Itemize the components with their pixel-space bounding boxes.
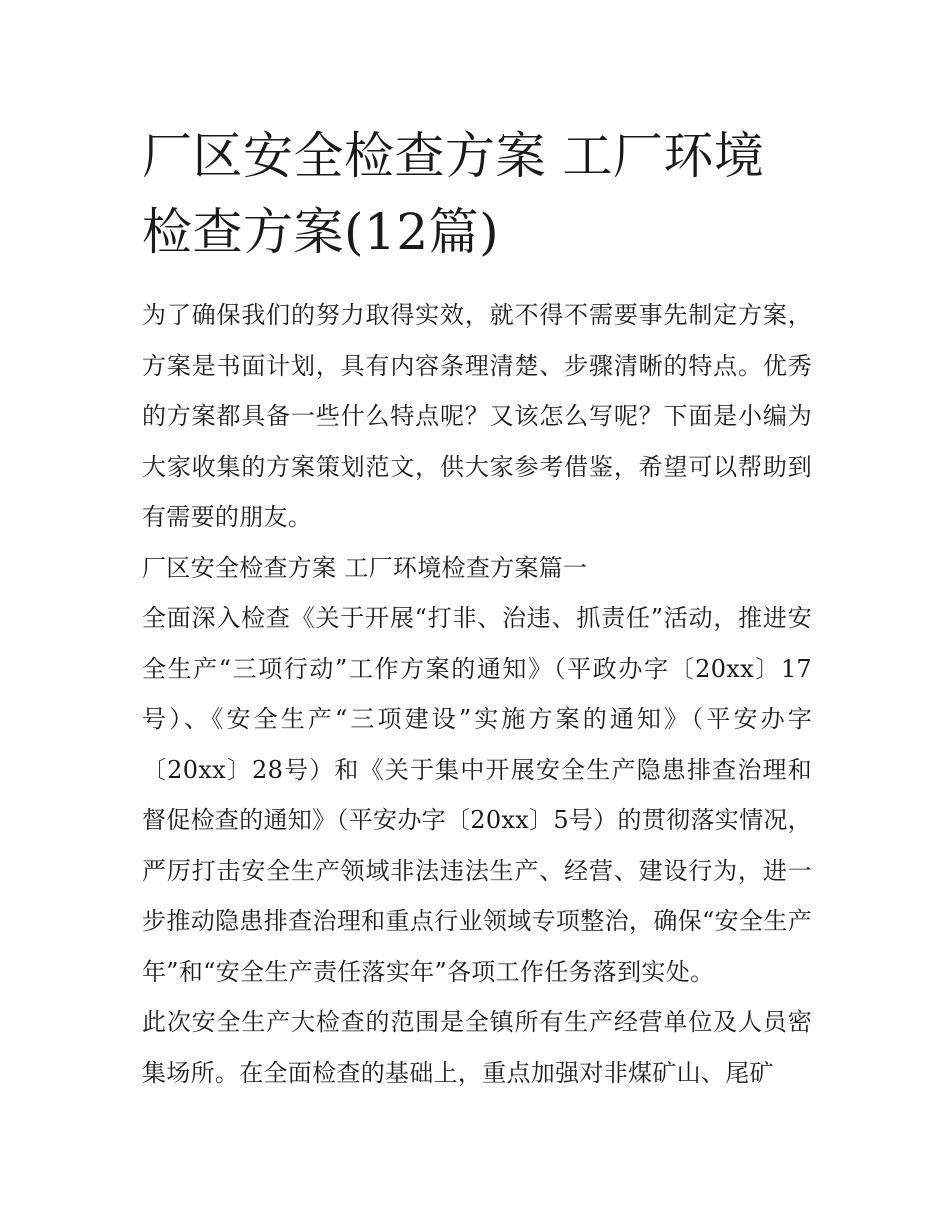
intro-paragraph: 为了确保我们的努力取得实效，就不得不需要事先制定方案，方案是书面计划，具有内容条理清楚、步骤清晰的特点。优秀的方案都具备一些什么特点呢？又该怎么写呢？下面是小编为大家收集的方案策划范文，供大家参考借鉴，希望可以帮助到有需要的朋友。: [142, 301, 812, 531]
body-paragraph: 全面深入检查《关于开展“打非、治违、抓责任”活动，推进安全生产“三项行动”工作方案的通知》（平政办字〔20xx〕17号）、《安全生产“三项建设”实施方案的通知》（平安办字〔20xx〕28号）和《关于集中开展安全生产隐患排查治理和督促检查的通知》（平安办字〔20xx〕5号）的贯彻落实情况，严厉打击安全生产领域非法违法生产、经营、建设行为，进一步推动隐患排查治理和重点行业领域专项整治，确保“安全生产年”和“安全生产责任落实年”各项工作任务落到实处。: [142, 604, 812, 986]
document-title: 厂区安全检查方案 工厂环境检查方案(12篇): [142, 127, 765, 261]
document-page: [142, 118, 812, 1098]
body-paragraph: 此次安全生产大检查的范围是全镇所有生产经营单位及人员密集场所。在全面检查的基础上，重点加强对非煤矿山、尾矿: [142, 1008, 812, 1087]
section-heading: 厂区安全检查方案 工厂环境检查方案篇一: [142, 553, 588, 582]
